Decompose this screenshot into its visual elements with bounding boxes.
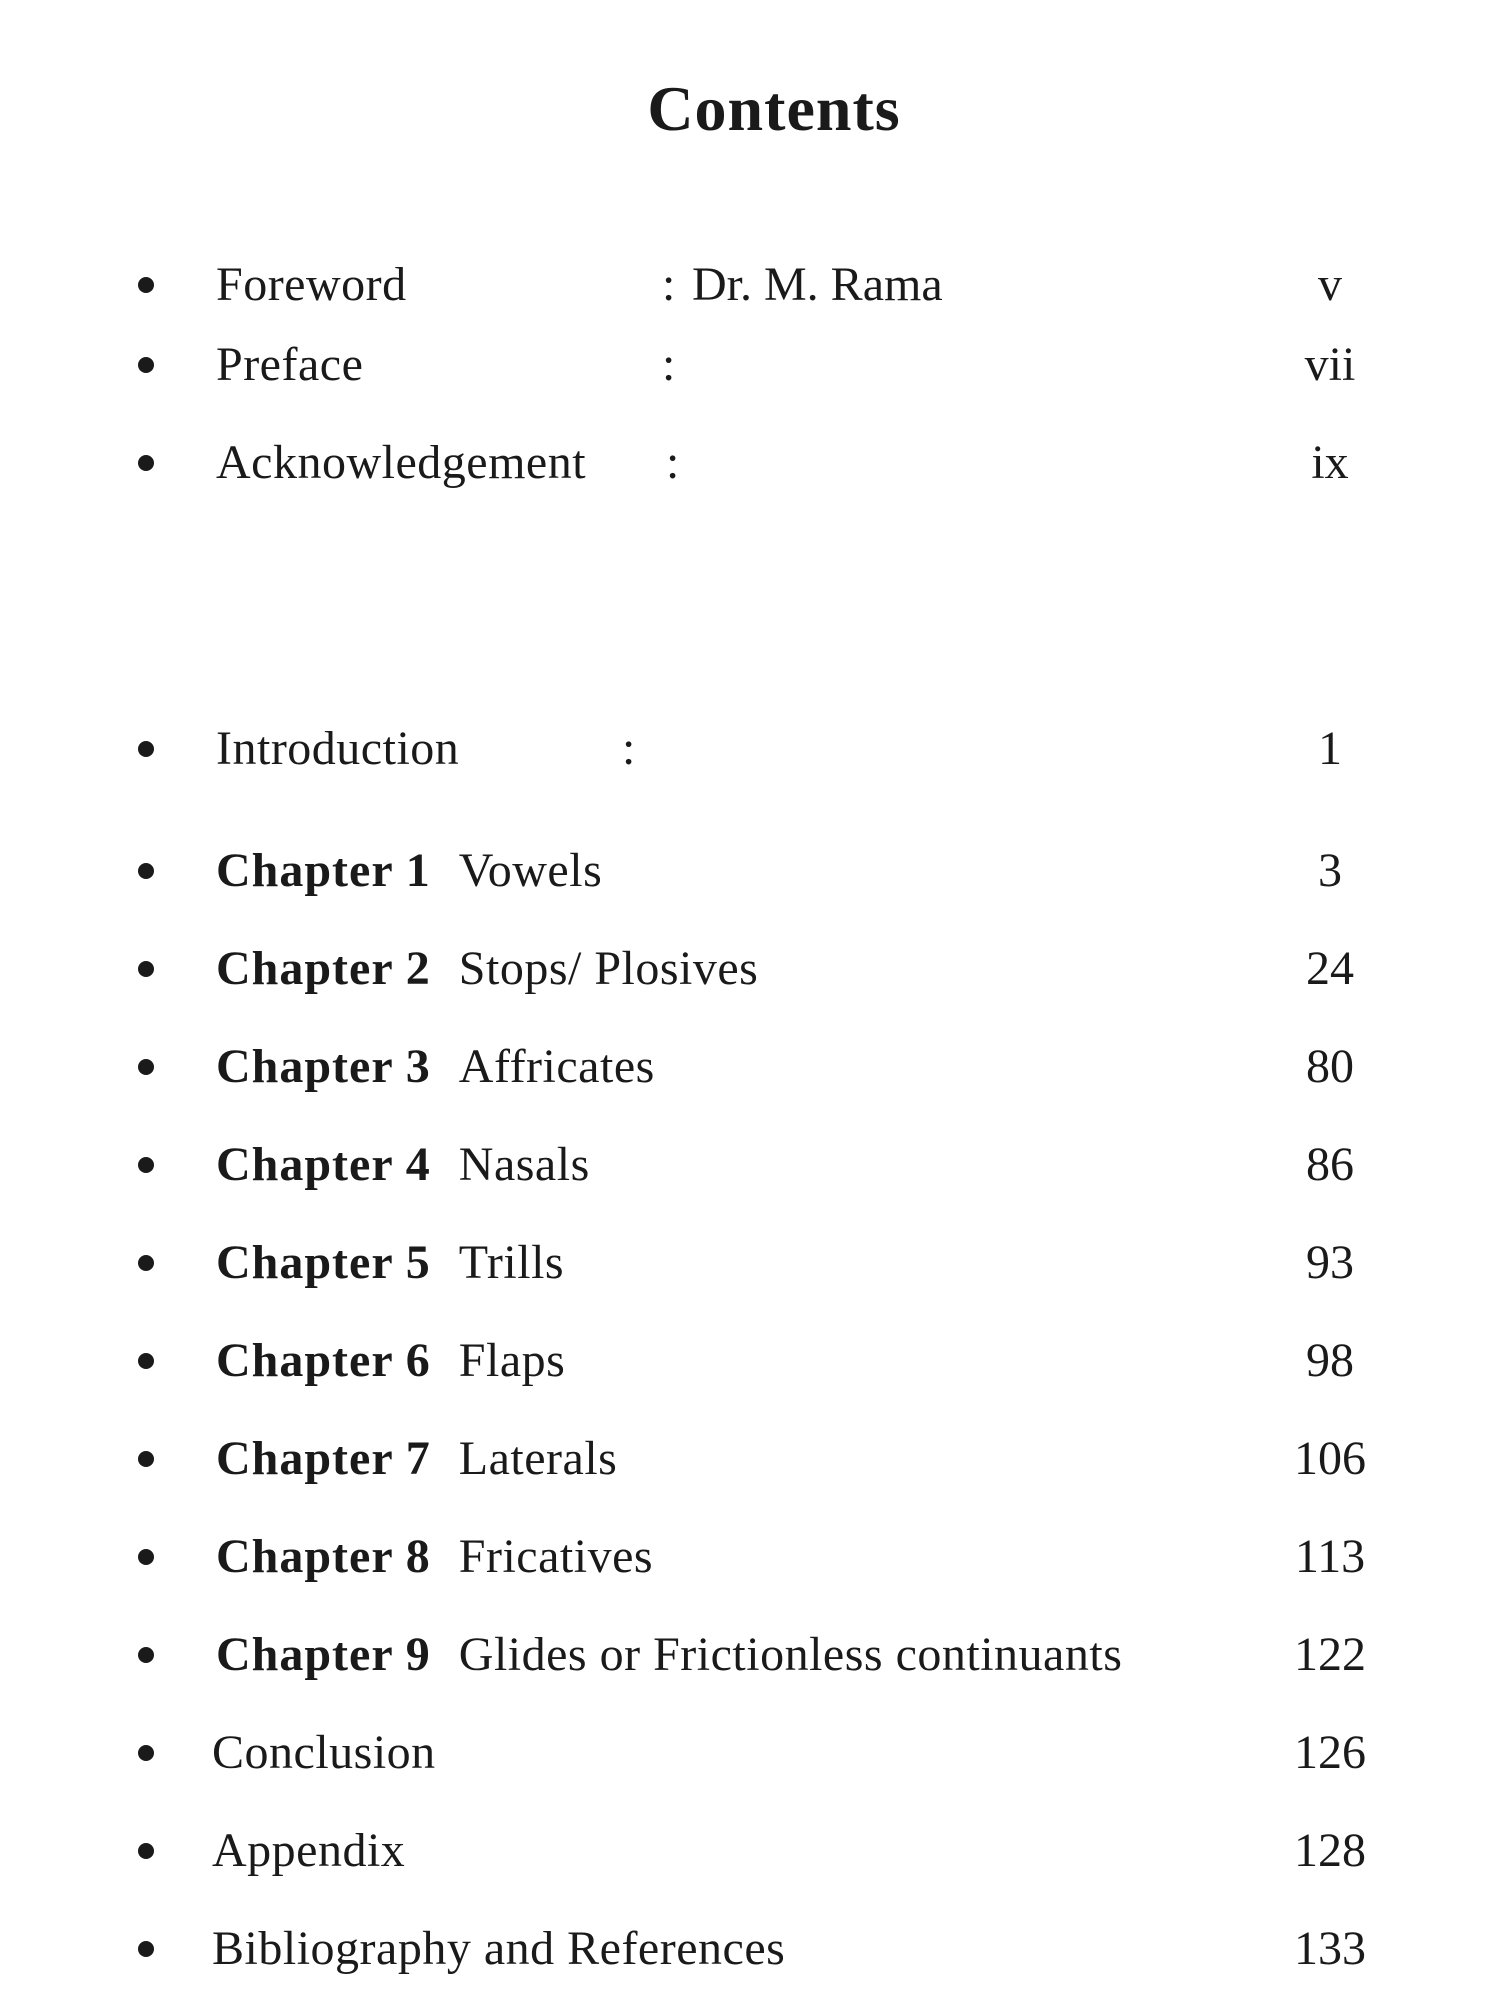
bullet-icon: [138, 1157, 154, 1173]
entry-page-number: 1: [1318, 722, 1342, 775]
bullet-icon: [138, 357, 154, 373]
bullet-icon: [138, 1059, 154, 1075]
toc-entry-conclusion[interactable]: [0, 1718, 1500, 1788]
toc-entry-foreword[interactable]: [0, 250, 1500, 320]
toc-entry-acknowledgement[interactable]: [0, 428, 1500, 498]
chapter-title: Stops/ Plosives: [458, 942, 759, 995]
toc-entry-introduction[interactable]: [0, 714, 1500, 784]
entry-page-number: 106: [1294, 1432, 1366, 1485]
page-title: Contents: [647, 73, 901, 144]
chapter-number: Chapter 2: [216, 942, 431, 995]
entry-page-number: 80: [1306, 1040, 1354, 1093]
toc-entry-chapter-5[interactable]: [0, 1228, 1500, 1298]
entry-page-number: 86: [1306, 1138, 1354, 1191]
entry-page-number: 113: [1294, 1530, 1366, 1583]
chapter-title: Vowels: [458, 844, 603, 897]
entry-label: Acknowledgement: [216, 436, 587, 489]
entry-page-number: v: [1318, 258, 1342, 311]
entry-page-number: 93: [1306, 1236, 1354, 1289]
toc-entry-chapter-1[interactable]: [0, 836, 1500, 906]
entry-page-number: 122: [1294, 1628, 1366, 1681]
chapter-title: Trills: [458, 1236, 565, 1289]
chapter-number: Chapter 6: [216, 1334, 431, 1387]
entry-page-number: 133: [1294, 1922, 1366, 1975]
toc-entry-chapter-2[interactable]: [0, 934, 1500, 1004]
chapter-number: Chapter 9: [216, 1628, 431, 1681]
entry-label: Foreword: [216, 258, 407, 311]
toc-entry-chapter-4[interactable]: [0, 1130, 1500, 1200]
entry-separator: :: [662, 258, 676, 311]
entry-page-number: ix: [1311, 436, 1349, 489]
chapter-title: Affricates: [458, 1040, 655, 1093]
bullet-icon: [138, 1549, 154, 1565]
entry-label: Preface: [216, 338, 364, 391]
toc-entry-bibliography[interactable]: [0, 1914, 1500, 1984]
bullet-icon: [138, 1647, 154, 1663]
entry-label: Appendix: [212, 1824, 406, 1877]
bullet-icon: [138, 863, 154, 879]
chapter-number: Chapter 5: [216, 1236, 431, 1289]
entry-page-number: 98: [1306, 1334, 1354, 1387]
entry-page-number: vii: [1304, 338, 1356, 391]
entry-label: Conclusion: [212, 1726, 436, 1779]
bullet-icon: [138, 277, 154, 293]
entry-page-number: 126: [1294, 1726, 1366, 1779]
chapter-title: Flaps: [458, 1334, 566, 1387]
entry-separator: :: [622, 722, 636, 775]
bullet-icon: [138, 455, 154, 471]
chapter-title: Nasals: [458, 1138, 590, 1191]
chapter-number: Chapter 3: [216, 1040, 431, 1093]
entry-page-number: 24: [1306, 942, 1354, 995]
toc-entry-chapter-8[interactable]: [0, 1522, 1500, 1592]
entry-author: Dr. M. Rama: [692, 258, 943, 311]
entry-page-number: 3: [1318, 844, 1342, 897]
bullet-icon: [138, 1843, 154, 1859]
bullet-icon: [138, 1353, 154, 1369]
entry-label: Introduction: [216, 722, 460, 775]
toc-entry-preface[interactable]: [0, 330, 1500, 400]
chapter-title: Glides or Frictionless continuants: [458, 1628, 1123, 1681]
bullet-icon: [138, 1451, 154, 1467]
toc-entry-chapter-9[interactable]: [0, 1620, 1500, 1690]
chapter-title: Fricatives: [458, 1530, 654, 1583]
bullet-icon: [138, 961, 154, 977]
entry-page-number: 128: [1294, 1824, 1366, 1877]
bullet-icon: [138, 1745, 154, 1761]
entry-label: Bibliography and References: [212, 1922, 786, 1975]
toc-entry-chapter-6[interactable]: [0, 1326, 1500, 1396]
toc-entry-appendix[interactable]: [0, 1816, 1500, 1886]
toc-entry-chapter-3[interactable]: [0, 1032, 1500, 1102]
chapter-title: Laterals: [458, 1432, 618, 1485]
bullet-icon: [138, 1255, 154, 1271]
toc-entry-chapter-7[interactable]: [0, 1424, 1500, 1494]
entry-separator: :: [662, 338, 676, 391]
chapter-number: Chapter 7: [216, 1432, 431, 1485]
chapter-number: Chapter 8: [216, 1530, 431, 1583]
entry-separator: :: [666, 436, 680, 489]
bullet-icon: [138, 1941, 154, 1957]
chapter-number: Chapter 1: [216, 844, 431, 897]
bullet-icon: [138, 741, 154, 757]
chapter-number: Chapter 4: [216, 1138, 431, 1191]
